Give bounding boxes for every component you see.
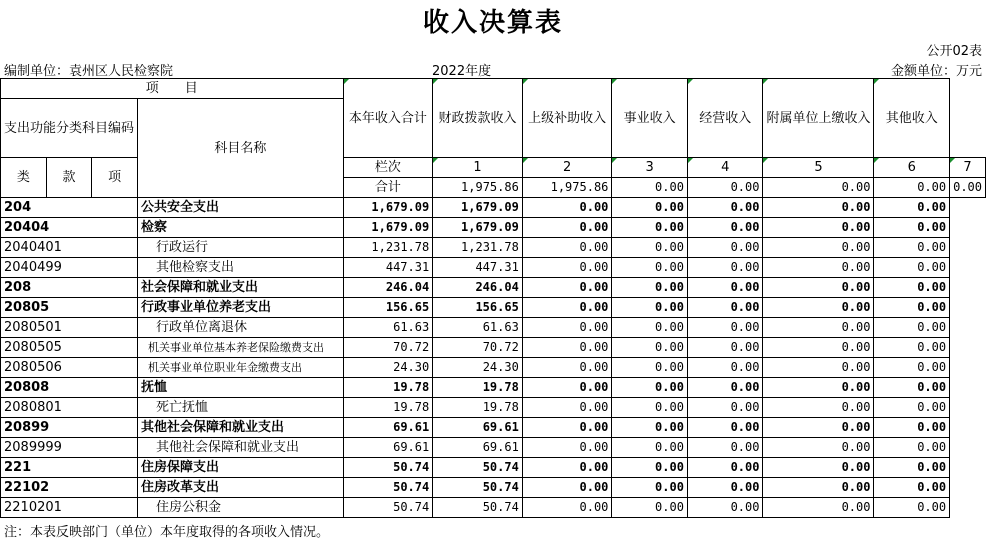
row-value-1: 1,679.09 [343,198,433,218]
row-value-2: 50.74 [433,498,523,518]
row-value-5: 0.00 [687,358,763,378]
total-value-4: 0.00 [687,178,763,198]
row-value-6: 0.00 [763,358,874,378]
row-value-4: 0.00 [612,198,688,218]
row-value-6: 0.00 [763,418,874,438]
row-code: 2080501 [1,318,138,338]
row-value-4: 0.00 [612,258,688,278]
row-value-5: 0.00 [687,278,763,298]
row-subject-name: 抚恤 [138,378,344,398]
row-code: 2080506 [1,358,138,378]
total-value-1: 1,975.86 [433,178,523,198]
header-xiang: 项 [92,158,138,198]
row-value-1: 69.61 [343,418,433,438]
row-value-2: 246.04 [433,278,523,298]
row-value-1: 70.72 [343,338,433,358]
row-value-4: 0.00 [612,238,688,258]
row-value-7: 0.00 [874,198,950,218]
row-value-6: 0.00 [763,478,874,498]
year-label: 2022年度 [432,64,492,79]
row-value-1: 19.78 [343,378,433,398]
row-subject-name: 其他检察支出 [138,258,344,278]
row-code: 20404 [1,218,138,238]
row-value-2: 1,231.78 [433,238,523,258]
row-value-5: 0.00 [687,258,763,278]
row-value-3: 0.00 [522,338,612,358]
row-value-3: 0.00 [522,198,612,218]
row-value-1: 1,679.09 [343,218,433,238]
row-code: 208 [1,278,138,298]
row-value-4: 0.00 [612,418,688,438]
total-value-7: 0.00 [950,178,986,198]
row-subject-name: 其他社会保障和就业支出 [138,418,344,438]
row-subject-name: 公共安全支出 [138,198,344,218]
table-row [1,278,986,298]
row-value-6: 0.00 [763,338,874,358]
total-value-6: 0.00 [874,178,950,198]
col-number-4: 4 [687,158,763,178]
table-row [1,458,986,478]
table-row [1,438,986,458]
row-value-4: 0.00 [612,438,688,458]
row-value-3: 0.00 [522,278,612,298]
row-value-6: 0.00 [763,218,874,238]
row-code: 2040401 [1,238,138,258]
table-row [1,238,986,258]
org-label: 编制单位：袁州区人民检察院 [4,64,174,79]
lanci-label: 栏次 [343,158,433,178]
row-value-4: 0.00 [612,378,688,398]
col-header-1: 本年收入合计 [343,79,433,158]
row-value-6: 0.00 [763,298,874,318]
row-value-1: 447.31 [343,258,433,278]
row-value-2: 70.72 [433,338,523,358]
row-value-2: 1,679.09 [433,198,523,218]
row-value-2: 156.65 [433,298,523,318]
row-value-4: 0.00 [612,218,688,238]
row-value-2: 24.30 [433,358,523,378]
table-row [1,198,986,218]
row-value-3: 0.00 [522,298,612,318]
col-header-4: 事业收入 [612,79,688,158]
row-code: 22102 [1,478,138,498]
row-value-1: 61.63 [343,318,433,338]
row-value-7: 0.00 [874,498,950,518]
row-value-5: 0.00 [687,218,763,238]
row-value-1: 24.30 [343,358,433,378]
row-value-3: 0.00 [522,238,612,258]
header-subject-name: 科目名称 [138,99,344,198]
table-row [1,298,986,318]
col-header-3: 上级补助收入 [522,79,612,158]
row-value-7: 0.00 [874,478,950,498]
row-value-6: 0.00 [763,238,874,258]
row-value-3: 0.00 [522,398,612,418]
row-value-7: 0.00 [874,238,950,258]
table-row [1,338,986,358]
row-value-7: 0.00 [874,378,950,398]
table-row [1,358,986,378]
row-value-2: 19.78 [433,378,523,398]
row-subject-name: 住房保障支出 [138,458,344,478]
row-value-7: 0.00 [874,298,950,318]
row-value-4: 0.00 [612,338,688,358]
row-value-4: 0.00 [612,298,688,318]
row-value-6: 0.00 [763,458,874,478]
col-header-6: 附属单位上缴收入 [763,79,874,158]
row-value-5: 0.00 [687,238,763,258]
row-value-4: 0.00 [612,398,688,418]
row-subject-name: 行政单位离退休 [138,318,344,338]
row-value-6: 0.00 [763,378,874,398]
row-value-4: 0.00 [612,458,688,478]
row-value-1: 50.74 [343,458,433,478]
row-value-5: 0.00 [687,478,763,498]
row-code: 2210201 [1,498,138,518]
row-code: 221 [1,458,138,478]
row-value-5: 0.00 [687,458,763,478]
table-row [1,218,986,238]
row-value-5: 0.00 [687,198,763,218]
row-value-4: 0.00 [612,498,688,518]
total-value-5: 0.00 [763,178,874,198]
row-code: 204 [1,198,138,218]
page-title: 收入决算表 [422,8,563,38]
row-value-2: 61.63 [433,318,523,338]
row-value-1: 156.65 [343,298,433,318]
row-value-2: 19.78 [433,398,523,418]
row-value-4: 0.00 [612,478,688,498]
table-row [1,398,986,418]
col-header-7: 其他收入 [874,79,950,158]
row-code: 2080505 [1,338,138,358]
col-number-3: 3 [612,158,688,178]
row-value-6: 0.00 [763,438,874,458]
col-header-5: 经营收入 [687,79,763,158]
row-subject-name: 行政运行 [138,238,344,258]
row-subject-name: 其他社会保障和就业支出 [138,438,344,458]
row-value-6: 0.00 [763,278,874,298]
row-value-3: 0.00 [522,498,612,518]
form-code: 公开02表 [926,44,982,59]
col-number-1: 1 [433,158,523,178]
row-value-7: 0.00 [874,218,950,238]
row-value-6: 0.00 [763,318,874,338]
row-value-7: 0.00 [874,338,950,358]
row-value-3: 0.00 [522,438,612,458]
row-subject-name: 行政事业单位养老支出 [138,298,344,318]
total-value-3: 0.00 [612,178,688,198]
row-value-2: 50.74 [433,478,523,498]
row-value-2: 69.61 [433,438,523,458]
row-value-4: 0.00 [612,358,688,378]
row-subject-name: 机关事业单位职业年金缴费支出 [138,358,344,378]
row-value-2: 447.31 [433,258,523,278]
row-value-3: 0.00 [522,478,612,498]
row-value-7: 0.00 [874,318,950,338]
col-header-2: 财政拨款收入 [433,79,523,158]
income-table [0,78,986,518]
row-value-6: 0.00 [763,498,874,518]
row-value-2: 50.74 [433,458,523,478]
row-subject-name: 机关事业单位基本养老保险缴费支出 [138,338,344,358]
table-row [1,498,986,518]
total-value-2: 1,975.86 [522,178,612,198]
row-value-5: 0.00 [687,498,763,518]
row-value-3: 0.00 [522,318,612,338]
row-value-1: 19.78 [343,398,433,418]
row-value-3: 0.00 [522,218,612,238]
row-value-6: 0.00 [763,398,874,418]
table-row [1,378,986,398]
row-code: 20805 [1,298,138,318]
row-value-1: 1,231.78 [343,238,433,258]
row-value-3: 0.00 [522,378,612,398]
row-subject-name: 检察 [138,218,344,238]
row-value-5: 0.00 [687,338,763,358]
row-code: 2040499 [1,258,138,278]
col-number-6: 6 [874,158,950,178]
row-code: 2089999 [1,438,138,458]
header-item: 项 目 [1,79,344,99]
row-value-1: 69.61 [343,438,433,458]
row-value-1: 50.74 [343,478,433,498]
table-row [1,258,986,278]
row-value-4: 0.00 [612,318,688,338]
row-value-7: 0.00 [874,438,950,458]
row-code: 2080801 [1,398,138,418]
row-code: 20899 [1,418,138,438]
table-note: 注：本表反映部门（单位）本年度取得的各项收入情况。 [4,525,330,540]
row-value-3: 0.00 [522,258,612,278]
table-row [1,318,986,338]
row-value-7: 0.00 [874,398,950,418]
col-number-7: 7 [950,158,986,178]
unit-label: 金额单位：万元 [890,64,982,79]
row-value-7: 0.00 [874,418,950,438]
row-value-5: 0.00 [687,378,763,398]
header-kuan: 款 [46,158,92,198]
row-value-5: 0.00 [687,298,763,318]
row-value-5: 0.00 [687,438,763,458]
row-value-7: 0.00 [874,278,950,298]
row-value-2: 69.61 [433,418,523,438]
table-row [1,478,986,498]
row-value-5: 0.00 [687,398,763,418]
row-value-6: 0.00 [763,198,874,218]
row-value-3: 0.00 [522,418,612,438]
row-value-1: 246.04 [343,278,433,298]
row-value-7: 0.00 [874,258,950,278]
row-value-6: 0.00 [763,258,874,278]
col-number-5: 5 [763,158,874,178]
table-row [1,418,986,438]
header-lei: 类 [1,158,47,198]
row-value-3: 0.00 [522,458,612,478]
row-value-3: 0.00 [522,358,612,378]
row-value-5: 0.00 [687,418,763,438]
row-value-5: 0.00 [687,318,763,338]
row-value-4: 0.00 [612,278,688,298]
row-subject-name: 死亡抚恤 [138,398,344,418]
row-value-2: 1,679.09 [433,218,523,238]
col-number-2: 2 [522,158,612,178]
row-value-1: 50.74 [343,498,433,518]
total-label: 合计 [343,178,433,198]
header-code-category: 支出功能分类科目编码 [1,99,138,158]
row-subject-name: 住房改革支出 [138,478,344,498]
row-value-7: 0.00 [874,358,950,378]
row-subject-name: 社会保障和就业支出 [138,278,344,298]
row-code: 20808 [1,378,138,398]
row-value-7: 0.00 [874,458,950,478]
row-subject-name: 住房公积金 [138,498,344,518]
